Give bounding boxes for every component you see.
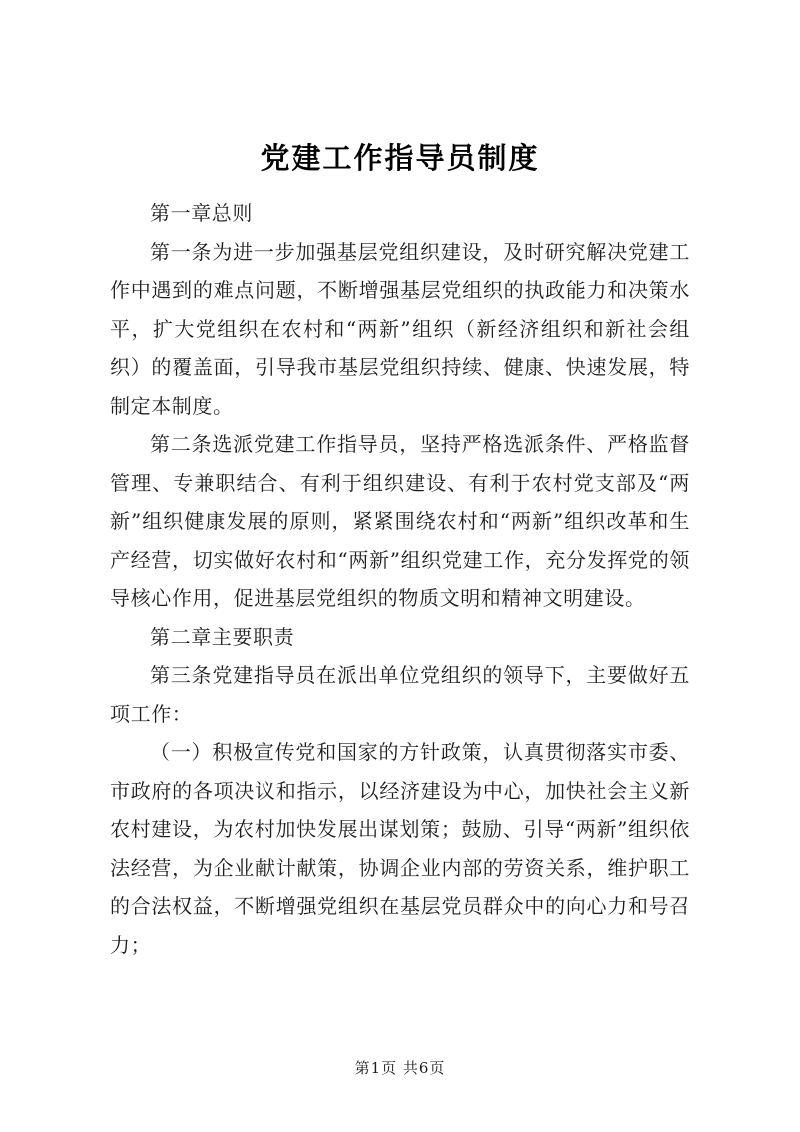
- paragraph-article-3: 第三条党建指导员在派出单位党组织的领导下，主要做好五项工作：: [110, 663, 690, 726]
- document-title: 党建工作指导员制度: [260, 141, 540, 175]
- paragraph-item-1: （一）积极宣传党和国家的方针政策，认真贯彻落实市委、市政府的各项决议和指示，以经济建设为中心，加快社会主义新农村建设，为农村加快发展出谋划策；鼓励、引导“两新”组织依法经营，为企业献计献策，协调企业内部的劳资关系，维护职工的合法权益，不断增强党组织在基层党员群众中的向心力和号召力；: [110, 740, 690, 957]
- page-number-text: 第1页 共6页: [354, 1059, 446, 1077]
- page-footer: [0, 1057, 800, 1078]
- paragraph-chapter-2-heading: 第二章主要职责: [150, 624, 295, 649]
- paragraph-chapter-1-heading: 第一章总则: [150, 201, 253, 225]
- document-body: [110, 194, 690, 964]
- paragraph-article-2: 第二条选派党建工作指导员，坚持严格选派条件、严格监督管理、专兼职结合、有利于组织建设、有利于农村党支部及“两新”组织健康发展的原则，紧紧围绕农村和“两新”组织改革和生产经营，切实做好农村和“两新”组织党建工作，充分发挥党的领导核心作用，促进基层党组织的物质文明和精神文明建设。: [110, 432, 690, 610]
- paragraph-article-1: 第一条为进一步加强基层党组织建设，及时研究解决党建工作中遇到的难点问题，不断增强基层党组织的执政能力和决策水平，扩大党组织在农村和“两新”组织（新经济组织和新社会组织）的覆盖面，引导我市基层党组织持续、健康、快速发展，特制定本制度。: [110, 239, 690, 418]
